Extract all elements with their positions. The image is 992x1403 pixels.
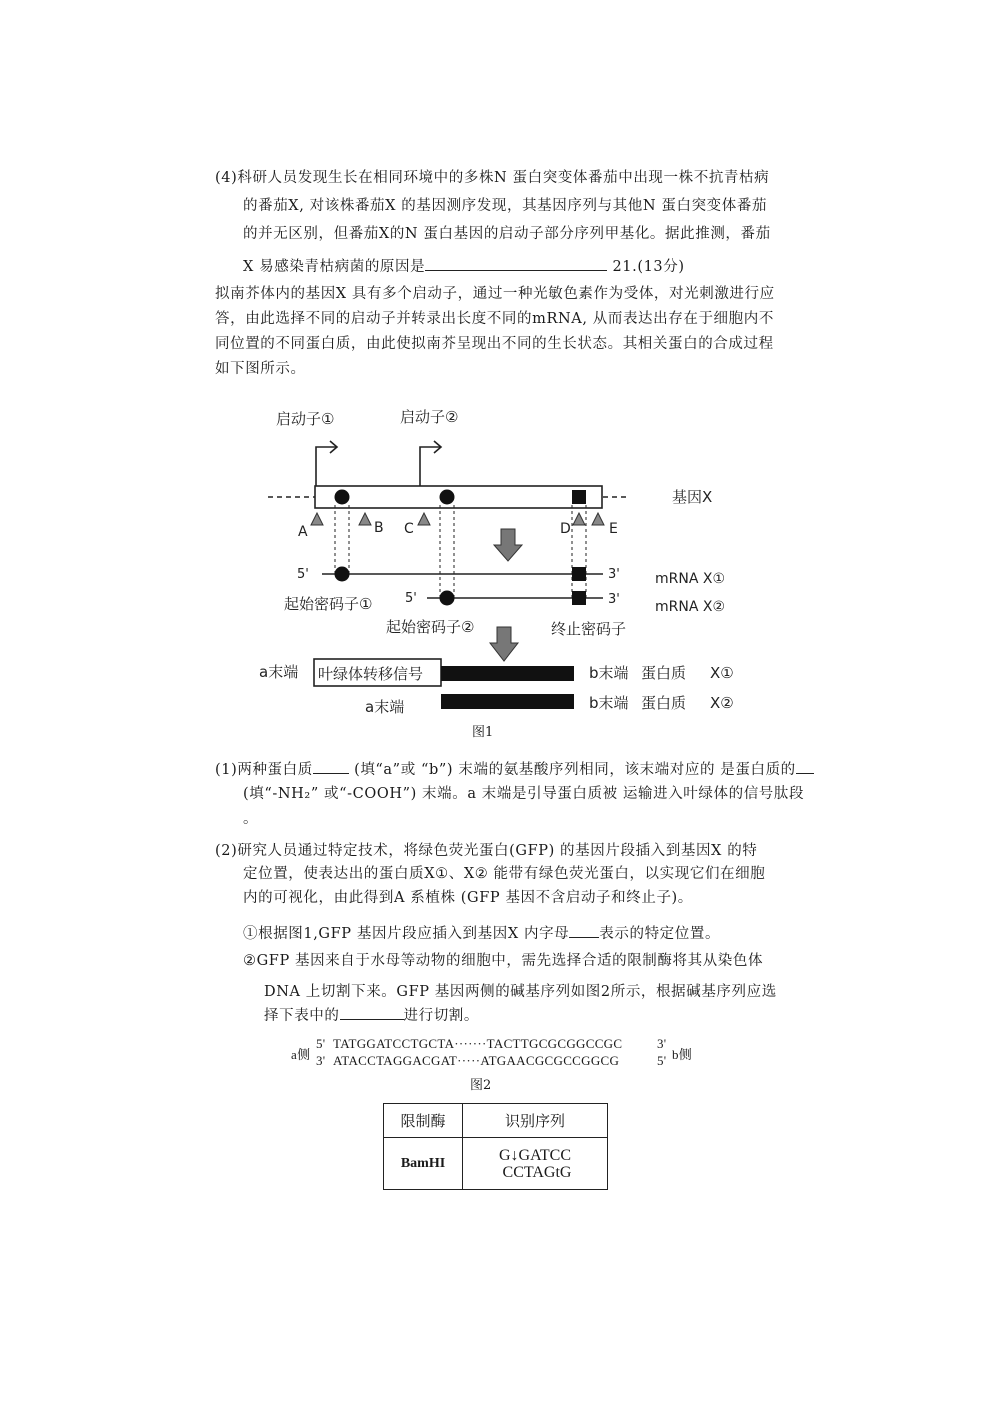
figure-2-top-strand: TATGGATCCTGCTA·······TACTTGCGCGGCCGC [333,1036,623,1051]
start-codon-2-label: 起始密码子② [386,618,475,636]
q1-line-1-rest: (填“a”或 “b”) 末端的氨基酸序列相同，该末端对应的 是蛋白质的 [354,762,796,778]
q2-sub2-line-3-start: 择下表中的 [264,1008,340,1024]
site-d-triangle [573,513,585,525]
transcription-arrow [494,529,522,561]
q1-line-2: (填“-NH₂” 或“-COOH”) 末端。a 末端是引导蛋白质被 运输进入叶绿体的信号肽段 [243,786,805,802]
figure-2-top-5prime: 5' [316,1036,326,1051]
figure-2-bottom-strand: ATACCTAGGACGAT·····ATGAACGCGCCGGCG [333,1053,620,1068]
protein-1-a-end: a末端 [259,663,299,681]
figure-2-bottom-3prime: 3' [316,1053,326,1068]
q2-line-2: 定位置，使表达出的蛋白质X①、X② 能带有绿色荧光蛋白，以实现它们在细胞 [243,866,766,882]
protein-1-name: X① [710,664,734,682]
site-e-triangle [592,513,604,525]
start-codon-2-marker [440,490,455,505]
site-e-label: E [609,521,618,537]
protein-1-b-end: b末端 [589,664,629,682]
start-codon-1-marker [335,490,350,505]
promoter-2-label: 启动子② [400,408,459,426]
q4-line-1: (4)科研人员发现生长在相同环境中的多株N 蛋白突变体番茄中出现一株不抗青枯病 [215,170,770,186]
protein-2-b-end: b末端 [589,694,629,712]
q1-blank-1[interactable] [313,759,349,774]
protein-1-bar [441,666,574,681]
protein-2-name: X② [710,694,734,712]
q2-line-1: (2)研究人员通过特定技术，将绿色荧光蛋白(GFP) 的基因片段插入到基因X 的特 [215,843,758,859]
translation-arrow [490,627,518,661]
q2-blank-enzyme[interactable] [340,1005,404,1020]
site-b-label: B [374,520,384,536]
q2-line-3: 内的可视化，由此得到A 系植株 (GFP 基因不含启动子和终止子)。 [243,890,693,906]
table-header-enzyme: 限制酶 [384,1104,463,1138]
q2-blank-letter[interactable] [569,923,599,938]
site-a-triangle [311,513,323,525]
site-c-triangle [418,513,430,525]
q2-sub1-rest: 表示的特定位置。 [599,926,721,942]
mrna1-3prime: 3' [608,567,620,582]
recognition-site-top: G↓GATCC [498,1146,571,1164]
mrna1-5prime: 5' [297,567,309,582]
q4-line-3: 的并无区别，但番茄X的N 蛋白基因的启动子部分序列甲基化。据此推测，番茄 [243,226,771,242]
figure-2-top-3prime: 3' [657,1036,667,1051]
q4-line-4-text: X 易感染青枯病菌的原因是 [243,259,426,275]
table-enzyme-name: BamHI [384,1138,463,1190]
figure-2-b-side: b侧 [672,1047,693,1062]
recognition-site-bottom: CCTAGtG [502,1163,572,1181]
gene-x-bar [315,486,602,508]
q21-intro-line-4: 如下图所示。 [215,361,306,377]
restriction-enzyme-table [383,1103,608,1190]
mrna-x1-label: mRNA X① [655,571,726,587]
protein-2-bar [441,694,574,709]
mrna-x2-label: mRNA X② [655,599,726,615]
q2-sub2-line-2: DNA 上切割下来。GFP 基因两侧的碱基序列如图2所示，根据碱基序列应选 [264,984,777,1000]
figure-2-bottom-5prime: 5' [657,1053,667,1068]
chloroplast-signal-label: 叶绿体转移信号 [318,665,424,683]
q1-line-1-start: (1)两种蛋白质 [215,762,313,778]
q2-sub1-start: ①根据图1,GFP 基因片段应插入到基因X 内字母 [243,926,570,942]
q21-intro-line-1: 拟南芥体内的基因X 具有多个启动子，通过一种光敏色素作为受体，对光刺激进行应 [215,286,775,302]
q21-intro-line-3: 同位置的不同蛋白质，由此使拟南芥呈现出不同的生长状态。其相关蛋白的合成过程 [215,336,774,352]
question-21-number: 21.(13分) [612,259,685,275]
mrna2-3prime: 3' [608,592,620,607]
q1-line-1 [215,759,814,780]
figure-2-caption: 图2 [470,1078,492,1093]
figure-1-caption: 图1 [472,725,494,740]
promoter-1-label: 启动子① [276,410,335,428]
q1-blank-2[interactable] [796,759,814,774]
site-c-label: C [404,521,414,537]
q4-line-2: 的番茄X, 对该株番茄X 的基因测序发现，其基因序列与其他N 蛋白突变体番茄 [243,198,768,214]
protein-2-label: 蛋白质 [641,694,687,712]
q21-intro-line-2: 答，由此选择不同的启动子并转录出长度不同的mRNA, 从而表达出存在于细胞内不 [215,311,774,327]
protein-2-a-end: a末端 [365,698,405,716]
promoter-2-arrow [420,447,440,486]
table-recognition-site [463,1138,608,1190]
q2-sub2-line-1: ②GFP 基因来自于水母等动物的细胞中，需先选择合适的限制酶将其从染色体 [243,953,764,969]
promoter-1-arrow [316,447,336,486]
site-d-label: D [560,521,571,537]
start-codon-1-label: 起始密码子① [284,595,373,613]
figure-2-a-side: a侧 [291,1047,311,1062]
protein-1-label: 蛋白质 [641,664,687,682]
q1-line-3: 。 [243,811,259,827]
mrna2-5prime: 5' [405,591,417,606]
gene-x-label: 基因X [672,488,713,506]
site-a-label: A [298,524,308,540]
q2-sub2-line-3-rest: 进行切割。 [403,1008,479,1024]
q2-sub2-line-3 [264,1005,479,1026]
table-header-sequence: 识别序列 [463,1104,608,1138]
stop-codon-marker [572,490,586,504]
q2-sub1 [243,923,720,944]
site-b-triangle [359,513,371,525]
stop-codon-label: 终止密码子 [551,620,627,638]
